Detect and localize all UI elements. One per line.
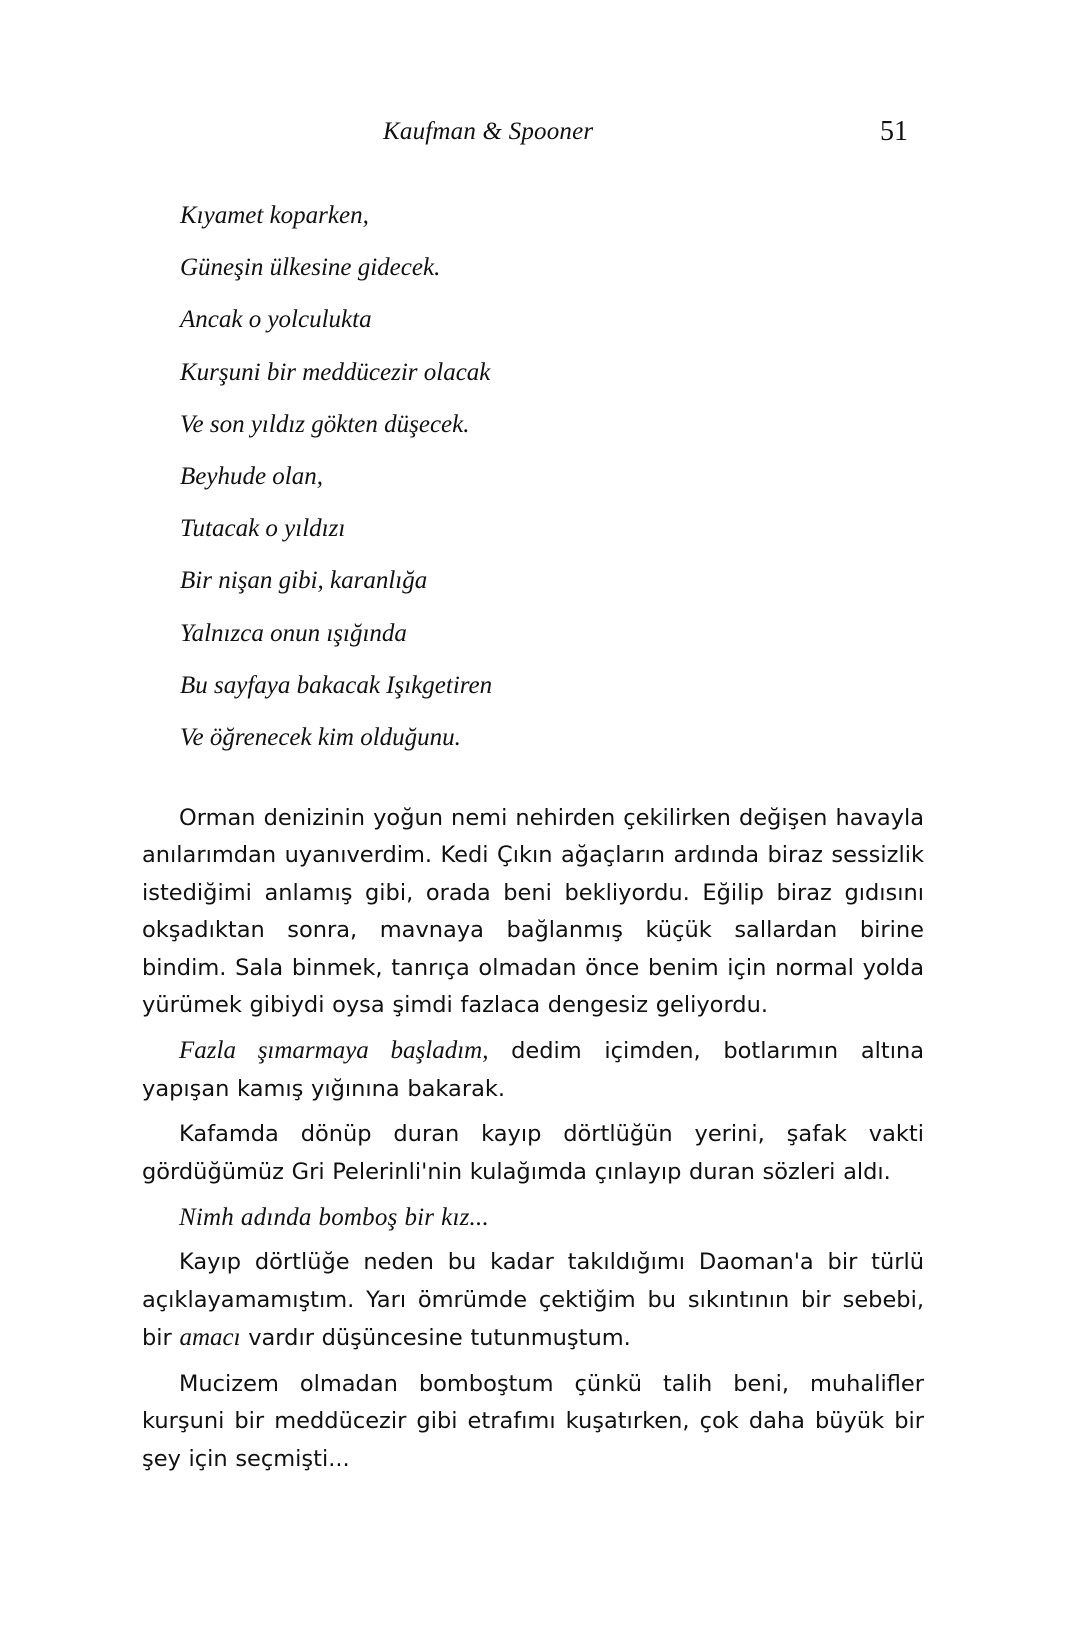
poem-line: Kıyamet koparken, [180, 202, 369, 229]
paragraph-5-text-before: Kayıp dörtlüğe neden bu kadar takıldığımı Daoman'a bir türlü açıklayamamıştım. Yarı ömrümde çektiğim bu sıkıntının bir sebebi, bir [142, 1249, 924, 1352]
poem-line: Yalnızca onun ışığında [180, 619, 407, 647]
paragraph-1: Orman denizinin yoğun nemi nehirden çekilirken değişen havayla anılarımdan uyanıverdim. Kedi Çıkın ağaçların ardında biraz sessizlik istediğimi anlamış gibi, orada beni bekliyordu. Eğilip biraz gıdısını okşadıktan sonra, mavnaya bağlanmış küçük sallardan birine bindim. Sala binmek, tanrıça olmadan önce benim için normal yolda yürümek gibiydi oysa şimdi fazlaca dengesiz geliyordu. [142, 805, 924, 1019]
poem-line: Ve son yıldız gökten düşecek. [180, 410, 470, 438]
italic-word: amacı [179, 1324, 241, 1352]
prose-block [142, 800, 924, 1486]
paragraph-3: Kafamda dönüp duran kayıp dörtlüğün yerini, şafak vakti gördüğümüz Gri Pelerinli'nin kulağımda çınlayıp duran sözleri aldı. [142, 1121, 924, 1185]
poem-line: Güneşin ülkesine gidecek. [180, 254, 441, 282]
poem-line: Beyhude olan, [180, 462, 324, 490]
poem-line: Ve öğrenecek kim olduğunu. [180, 723, 461, 751]
paragraph-4-italic: Nimh adında bomboş bir kız... [179, 1204, 489, 1232]
paragraph-2 [142, 1032, 924, 1108]
paragraph-2-text: dedim içimden, botlarımın altına yapışan kamış yığınına bakarak. [142, 1038, 924, 1102]
paragraph-5-text-after: vardır düşüncesine tutunmuştum. [240, 1325, 631, 1352]
running-title: Kaufman & Spooner [383, 118, 594, 145]
poem-line: Bir nişan gibi, karanlığa [180, 567, 428, 595]
paragraph-5 [142, 1244, 924, 1357]
page-number: 51 [880, 116, 908, 147]
poem-line: Ancak o yolculukta [180, 306, 372, 334]
poem-block [180, 190, 940, 764]
poem-line: Kurşuni bir meddücezir olacak [180, 358, 491, 386]
poem-line: Tutacak o yıldızı [180, 515, 346, 543]
poem-line: Bu sayfaya bakacak Işıkgetiren [180, 671, 493, 699]
paragraph-6: Mucizem olmadan bomboştum çünkü talih beni, muhalifler kurşuni bir meddücezir gibi etrafımı kuşatırken, çok daha büyük bir şey için seçmişti... [142, 1370, 924, 1472]
italic-thought: Fazla şımarmaya başladım, [179, 1037, 489, 1065]
page-header [0, 112, 1080, 152]
